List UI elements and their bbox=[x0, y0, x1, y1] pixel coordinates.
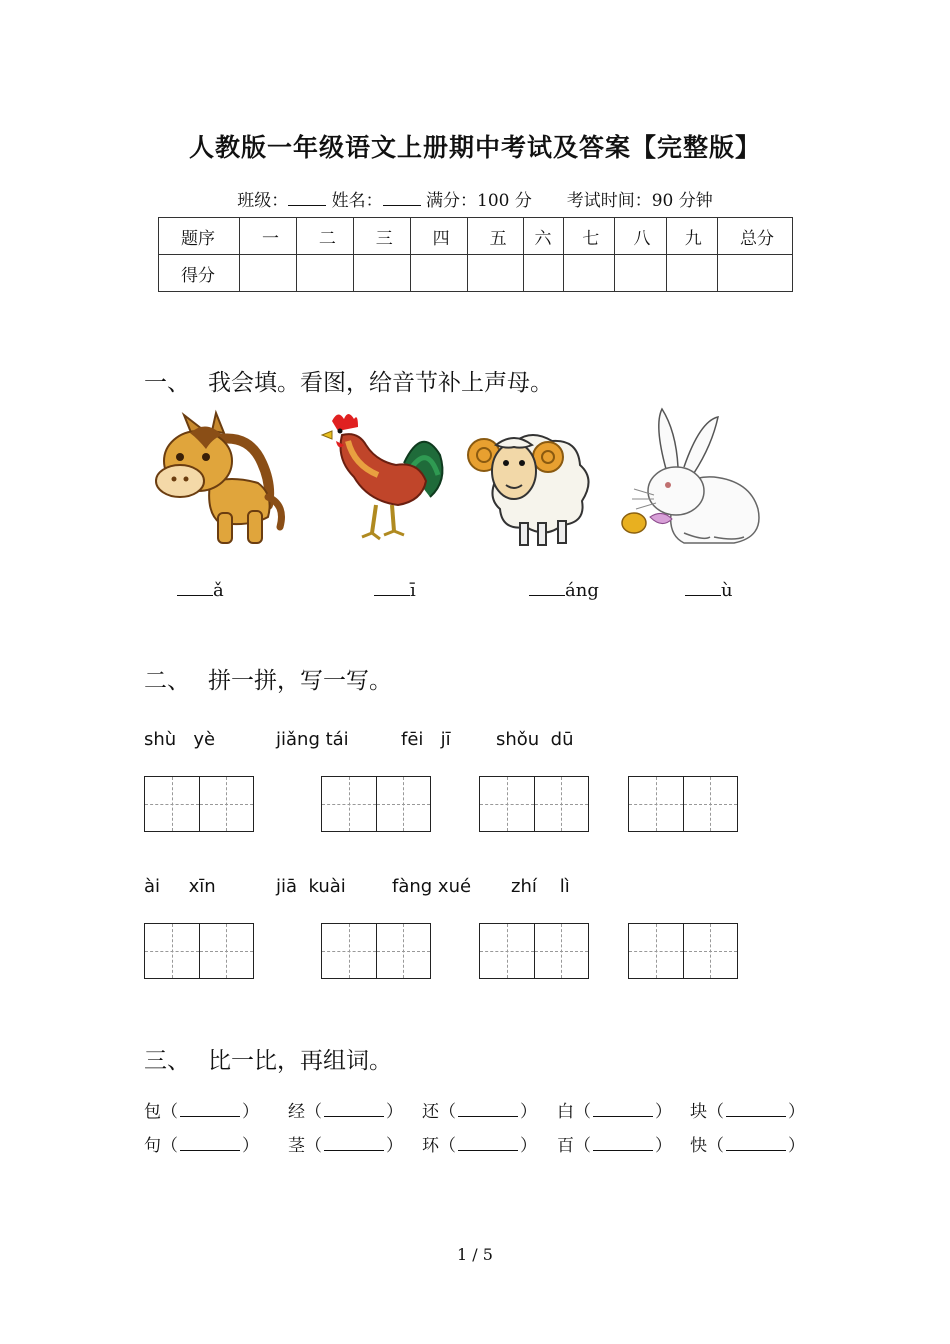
pinyin-label: jiǎng tái bbox=[276, 729, 349, 750]
character: 快 bbox=[690, 1136, 707, 1156]
word-blank[interactable] bbox=[458, 1138, 518, 1151]
pinyin-final: áng bbox=[565, 580, 599, 601]
pinyin-label: fàng xué bbox=[392, 876, 472, 897]
writing-grid[interactable] bbox=[321, 776, 431, 832]
answer-item bbox=[529, 580, 599, 601]
word-item: 经（ ） bbox=[288, 1102, 403, 1122]
score-input-cell[interactable] bbox=[564, 255, 615, 292]
word-blank[interactable] bbox=[726, 1138, 786, 1151]
table-cell: 四 bbox=[410, 218, 467, 255]
score-table bbox=[158, 217, 793, 292]
character: 包 bbox=[144, 1102, 161, 1122]
writing-grid[interactable] bbox=[628, 776, 738, 832]
page-title: 人教版一年级语文上册期中考试及答案【完整版】 bbox=[188, 133, 761, 162]
section-3-heading bbox=[144, 1042, 392, 1075]
rooster-image bbox=[318, 405, 458, 555]
word-item: 还（ ） bbox=[422, 1102, 537, 1122]
class-blank[interactable] bbox=[288, 191, 326, 206]
character: 块 bbox=[690, 1102, 707, 1122]
name-blank[interactable] bbox=[383, 191, 421, 206]
character: 茎 bbox=[288, 1136, 305, 1156]
exam-info bbox=[0, 186, 950, 211]
word-blank[interactable] bbox=[324, 1104, 384, 1117]
answer-item bbox=[685, 580, 733, 601]
word-blank[interactable] bbox=[458, 1104, 518, 1117]
section-title: 拼一拼，写一写。 bbox=[208, 668, 392, 694]
score-input-cell[interactable] bbox=[240, 255, 297, 292]
answer-item bbox=[374, 580, 416, 601]
section-number: 三、 bbox=[144, 1048, 190, 1074]
section-title: 比一比，再组词。 bbox=[208, 1048, 392, 1074]
word-blank[interactable] bbox=[593, 1104, 653, 1117]
pinyin-label: fēi jī bbox=[401, 729, 451, 750]
full-score: 满分：100 分 bbox=[426, 191, 532, 211]
table-cell: 三 bbox=[353, 218, 410, 255]
writing-grid[interactable] bbox=[479, 776, 589, 832]
word-blank[interactable] bbox=[726, 1104, 786, 1117]
table-cell: 五 bbox=[467, 218, 524, 255]
pinyin-final: ù bbox=[721, 580, 733, 601]
score-input-cell[interactable] bbox=[615, 255, 666, 292]
pinyin-label: ài xīn bbox=[144, 876, 216, 897]
sheep-image bbox=[462, 405, 602, 555]
answer-item bbox=[177, 580, 224, 601]
writing-grid[interactable] bbox=[144, 776, 254, 832]
score-input-cell[interactable] bbox=[296, 255, 353, 292]
character: 句 bbox=[144, 1136, 161, 1156]
character: 经 bbox=[288, 1102, 305, 1122]
table-cell: 总分 bbox=[718, 218, 793, 255]
horse-image bbox=[150, 405, 290, 555]
table-cell: 二 bbox=[296, 218, 353, 255]
word-item: 百（ ） bbox=[557, 1136, 672, 1156]
pinyin-label: shù yè bbox=[144, 729, 216, 750]
answer-blank[interactable] bbox=[177, 581, 213, 596]
rabbit-image bbox=[614, 405, 754, 555]
table-cell: 题序 bbox=[159, 218, 240, 255]
section-title: 我会填。看图，给音节补上声母。 bbox=[208, 370, 553, 396]
pinyin-final: ī bbox=[410, 580, 416, 601]
word-item: 环（ ） bbox=[422, 1136, 537, 1156]
answer-blank[interactable] bbox=[529, 581, 565, 596]
score-input-cell[interactable] bbox=[410, 255, 467, 292]
word-item: 句（ ） bbox=[144, 1136, 259, 1156]
score-table-header-row bbox=[159, 218, 793, 255]
exam-time: 考试时间：90 分钟 bbox=[566, 191, 713, 211]
table-cell: 七 bbox=[564, 218, 615, 255]
score-input-cell[interactable] bbox=[666, 255, 717, 292]
word-blank[interactable] bbox=[593, 1138, 653, 1151]
table-cell: 九 bbox=[666, 218, 717, 255]
table-cell: 一 bbox=[240, 218, 297, 255]
table-cell: 八 bbox=[615, 218, 666, 255]
page-number: 1 / 5 bbox=[457, 1245, 493, 1264]
character: 还 bbox=[422, 1102, 439, 1122]
score-input-cell[interactable] bbox=[524, 255, 564, 292]
answer-blank[interactable] bbox=[374, 581, 410, 596]
writing-grid[interactable] bbox=[321, 923, 431, 979]
pinyin-label: zhí lì bbox=[511, 876, 570, 897]
word-item: 茎（ ） bbox=[288, 1136, 403, 1156]
writing-grid[interactable] bbox=[628, 923, 738, 979]
word-item: 包（ ） bbox=[144, 1102, 259, 1122]
score-input-cell[interactable] bbox=[718, 255, 793, 292]
word-blank[interactable] bbox=[180, 1138, 240, 1151]
character: 环 bbox=[422, 1136, 439, 1156]
pinyin-label: jiā kuài bbox=[276, 876, 346, 897]
writing-grid[interactable] bbox=[144, 923, 254, 979]
word-item: 块（ ） bbox=[690, 1102, 805, 1122]
character: 百 bbox=[557, 1136, 574, 1156]
section-1-heading bbox=[144, 364, 553, 397]
score-input-cell[interactable] bbox=[353, 255, 410, 292]
table-cell: 得分 bbox=[159, 255, 240, 292]
name-label: 姓名： bbox=[331, 191, 383, 211]
word-item: 白（ ） bbox=[557, 1102, 672, 1122]
section-number: 一、 bbox=[144, 370, 190, 396]
class-label: 班级： bbox=[237, 191, 289, 211]
character: 白 bbox=[557, 1102, 574, 1122]
answer-blank[interactable] bbox=[685, 581, 721, 596]
table-cell: 六 bbox=[524, 218, 564, 255]
word-blank[interactable] bbox=[180, 1104, 240, 1117]
score-table-score-row bbox=[159, 255, 793, 292]
score-input-cell[interactable] bbox=[467, 255, 524, 292]
section-2-heading bbox=[144, 662, 392, 695]
pinyin-final: ǎ bbox=[213, 580, 224, 601]
pinyin-label: shǒu dū bbox=[496, 729, 574, 750]
writing-grid[interactable] bbox=[479, 923, 589, 979]
word-blank[interactable] bbox=[324, 1138, 384, 1151]
word-item: 快（ ） bbox=[690, 1136, 805, 1156]
section-number: 二、 bbox=[144, 668, 190, 694]
